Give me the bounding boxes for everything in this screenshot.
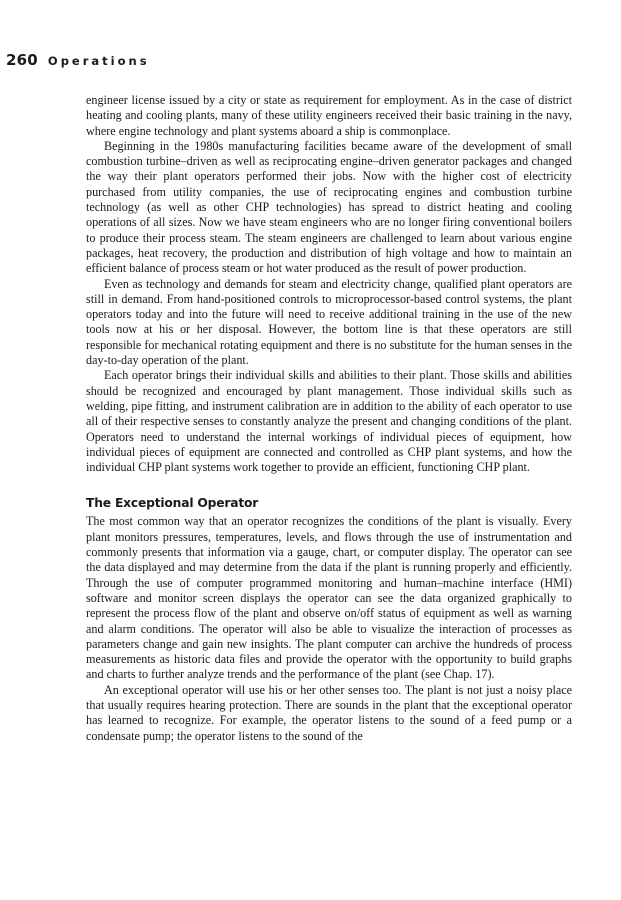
paragraph: The most common way that an operator recognizes the conditions of the plant is visually. Every plant monitors pressures, temperatures, levels, and flows through the use of instrumentation and commonly presents that information via a gauge, chart, or computer display. The operator can see the data displayed and may determine from the data if the plant is running properly and efficiently. Through the use of computer programmed monitoring and human–machine interface (HMI) software and monitor screen displays the operator can see the data organized graphically to represent the process flow of the plant and observe on/off status of equipment as well as warning and alarm conditions. The operator will also be able to visualize the interaction of processes as parameters change and gain new insights. The plant computer can archive the hundreds of process measurements as historic data files and provide the operator with the opportunity to build graphs and charts to further analyze trends and the performance of the plant (see Chap. 17). [86,514,572,682]
paragraph: Beginning in the 1980s manufacturing facilities became aware of the development of small combustion turbine–driven as well as reciprocating engine–driven generator packages and changed the way their plant operators performed their jobs. Now with the higher cost of electricity purchased from utility companies, the use of reciprocating engines and combustion turbine technology (as well as other CHP technologies) has spread to district heating and cooling operations of all sizes. Now we have steam engineers who are no longer firing conventional boilers to produce their process steam. The steam engineers are challenged to learn about various engine packages, heat recovery, the production and distribution of high voltage and how to maintain an efficient balance of process steam or hot water produced as the result of power production. [86,138,572,276]
page-number: 260 [6,51,38,69]
body-text [86,93,572,744]
running-head [6,51,150,69]
paragraph: Each operator brings their individual skills and abilities to their plant. Those skills and abilities should be recognized and encouraged by plant management. Those individual skills such as welding, pipe fitting, and instrument calibration are in addition to the ability of each operator to use all of their respective senses to constantly analyze the present and changing conditions of the plant. Operators need to understand the internal workings of individual pieces of equipment, how individual pieces of equipment are connected and controlled as CHP plant systems, and how the individual CHP plant systems work together to provide an efficient, functioning CHP plant. [86,368,572,475]
section-heading: The Exceptional Operator [86,496,259,511]
paragraph: An exceptional operator will use his or her other senses too. The plant is not just a noisy place that usually requires hearing protection. There are sounds in the plant that the exceptional operator has learned to recognize. For example, the operator listens to the sound of a feed pump or a condensate pump; the operator listens to the sound of the [86,682,572,743]
paragraph: Even as technology and demands for steam and electricity change, qualified plant operators are still in demand. From hand-positioned controls to microprocessor-based control systems, the plant operators today and into the future will need to receive additional training in the use of the new tools now at his or her disposal. However, the bottom line is that these operators are still responsible for mechanical rotating equipment and there is no substitute for the human senses in the day-to-day operation of the plant. [86,276,572,368]
paragraph: engineer license issued by a city or state as requirement for employment. As in the case of district heating and cooling plants, many of these utility engineers received their basic training in the navy, where engine technology and plant systems aboard a ship is commonplace. [86,93,572,138]
running-head-title: Operations [47,54,150,68]
